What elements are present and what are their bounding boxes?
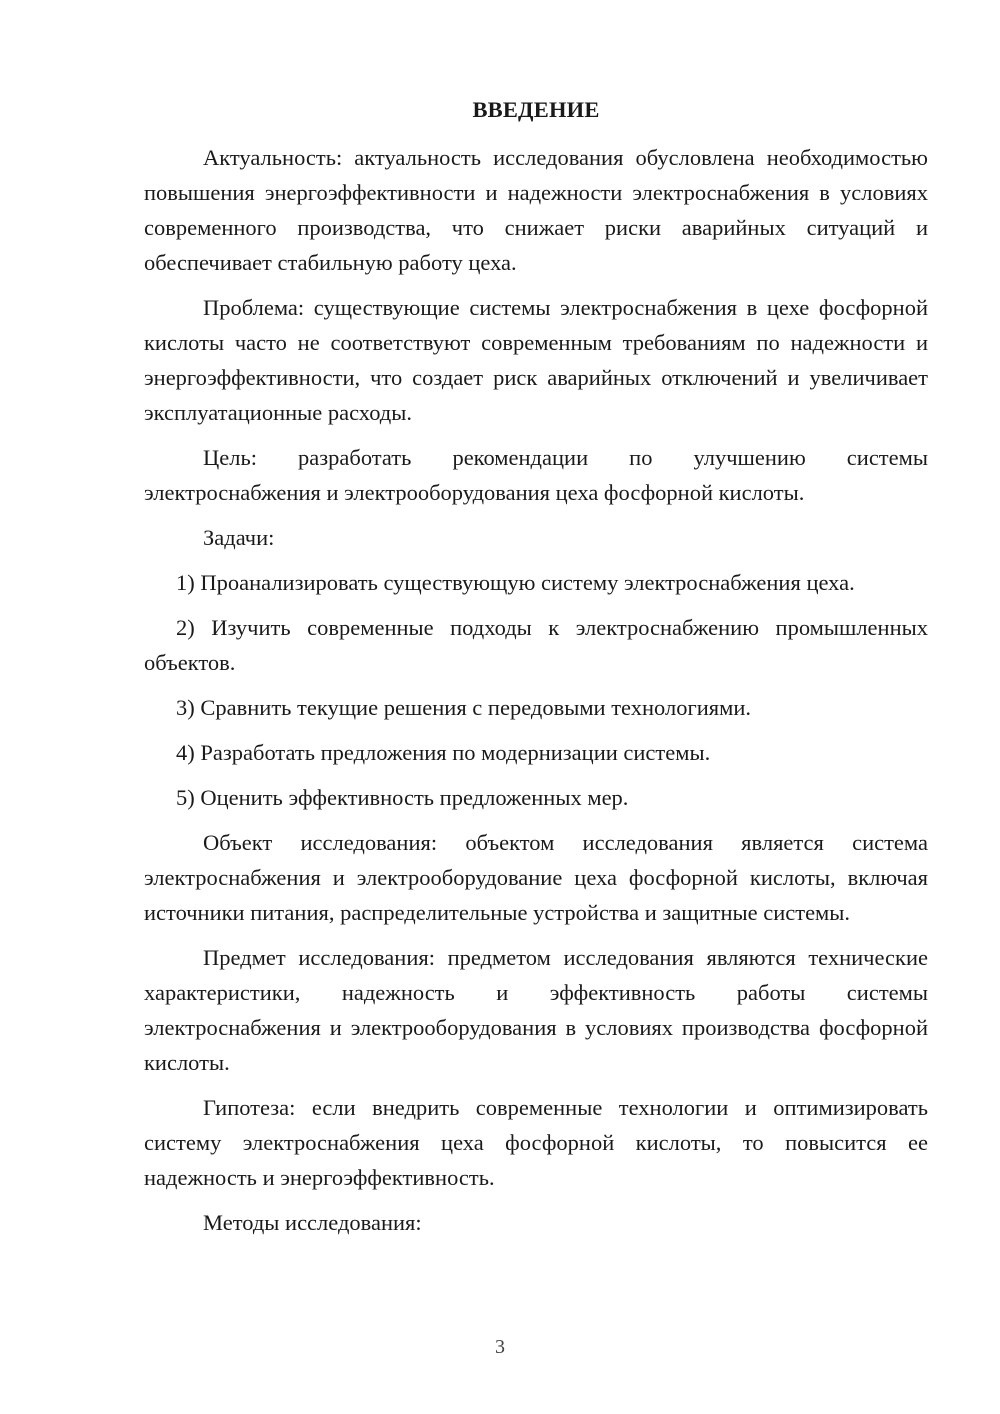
page-title: ВВЕДЕНИЕ (472, 97, 600, 122)
task-item-5: 5) Оценить эффективность предложенных мер. (176, 785, 629, 810)
task-item-4: 4) Разработать предложения по модернизации системы. (176, 740, 711, 765)
research-subject-paragraph: Предмет исследования: предметом исследования являются технические характеристики, надежность и эффективность работы системы электроснабжения и электрооборудования в условиях производства фосфорной кислоты. (144, 945, 928, 1075)
tasks-heading: Задачи: (203, 525, 275, 550)
page-content (144, 92, 928, 1240)
research-object-paragraph: Объект исследования: объектом исследования является система электроснабжения и электрооборудование цеха фосфорной кислоты, включая источники питания, распределительные устройства и защитные системы. (144, 830, 928, 925)
task-item-2: 2) Изучить современные подходы к электроснабжению промышленных объектов. (144, 615, 928, 675)
task-item-3: 3) Сравнить текущие решения с передовыми технологиями. (176, 695, 751, 720)
task-item-1: 1) Проанализировать существующую систему электроснабжения цеха. (176, 570, 855, 595)
relevance-paragraph: Актуальность: актуальность исследования обусловлена необходимостью повышения энергоэффективности и надежности электроснабжения в условиях современного производства, что снижает риски аварийных ситуаций и обеспечивает стабильную работу цеха. (144, 145, 928, 275)
problem-paragraph: Проблема: существующие системы электроснабжения в цехе фосфорной кислоты часто не соответствуют современным требованиям по надежности и энергоэффективности, что создает риск аварийных отключений и увеличивает эксплуатационные расходы. (144, 295, 928, 425)
goal-paragraph: Цель: разработать рекомендации по улучшению системы электроснабжения и электрооборудования цеха фосфорной кислоты. (144, 445, 928, 505)
hypothesis-paragraph: Гипотеза: если внедрить современные технологии и оптимизировать систему электроснабжения цеха фосфорной кислоты, то повысится ее надежность и энергоэффективность. (144, 1095, 928, 1190)
page-number: 3 (495, 1336, 505, 1358)
methods-heading: Методы исследования: (203, 1210, 422, 1235)
